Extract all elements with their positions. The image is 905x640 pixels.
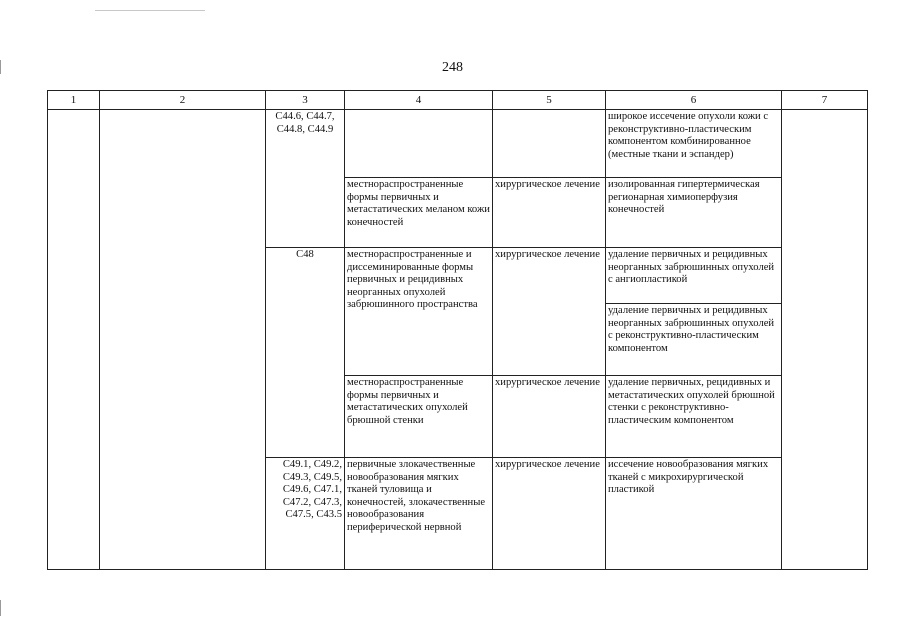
patient-condition: местнораспространенные формы первичных и метастатических меланом кожи конечностей [345, 178, 493, 248]
treatment-method: широкое иссечение опухоли кожи с реконструктивно-пластическим компонентом комбинированное (местные ткани и эспандер) [606, 110, 782, 178]
patient-condition: местнораспространенные формы первичных и метастатических опухолей брюшной стенки [345, 376, 493, 458]
document-table [47, 90, 868, 570]
column-header-7: 7 [782, 91, 868, 110]
diagnosis-codes: С44.6, С44.7, С44.8, С44.9 [266, 110, 345, 248]
column-header-2: 2 [100, 91, 266, 110]
scan-top-mark [95, 10, 205, 11]
cell-col2-blank [100, 110, 266, 570]
column-header-4: 4 [345, 91, 493, 110]
column-header-3: 3 [266, 91, 345, 110]
diagnosis-codes: С48 [266, 248, 345, 458]
treatment-type: хирургическое лечение [493, 248, 606, 376]
page-number: 248 [442, 60, 463, 75]
treatment-type [493, 110, 606, 178]
diagnosis-codes: С49.1, С49.2, С49.3, С49.5, С49.6, С47.1, С47.2, С47.3, С47.5, С43.5 [266, 458, 345, 570]
column-header-1: 1 [48, 91, 100, 110]
scan-edge-mark-bottom [0, 600, 1, 616]
table-row [48, 110, 868, 178]
cell-col7-blank [782, 110, 868, 570]
treatment-method: изолированная гипертермическая регионарная химиоперфузия конечностей [606, 178, 782, 248]
treatment-method: удаление первичных и рецидивных неорганных забрюшинных опухолей с ангиопластикой [606, 248, 782, 304]
column-header-5: 5 [493, 91, 606, 110]
treatment-type: хирургическое лечение [493, 178, 606, 248]
treatment-type: хирургическое лечение [493, 458, 606, 570]
table-header-row [48, 91, 868, 110]
patient-condition [345, 110, 493, 178]
treatment-method: удаление первичных и рецидивных неорганных забрюшинных опухолей с реконструктивно-пластическим компонентом [606, 304, 782, 376]
patient-condition: местнораспространенные и диссеминированные формы первичных и рецидивных неорганных опухолей забрюшинного пространства [345, 248, 493, 376]
treatment-method: иссечение новообразования мягких тканей с микрохирургической пластикой [606, 458, 782, 570]
treatment-type: хирургическое лечение [493, 376, 606, 458]
column-header-6: 6 [606, 91, 782, 110]
cell-col1-blank [48, 110, 100, 570]
patient-condition: первичные злокачественные новообразования мягких тканей туловища и конечностей, злокачественные новообразования периферической нервной [345, 458, 493, 570]
treatment-method: удаление первичных, рецидивных и метастатических опухолей брюшной стенки с реконструктивно-пластическим компонентом [606, 376, 782, 458]
